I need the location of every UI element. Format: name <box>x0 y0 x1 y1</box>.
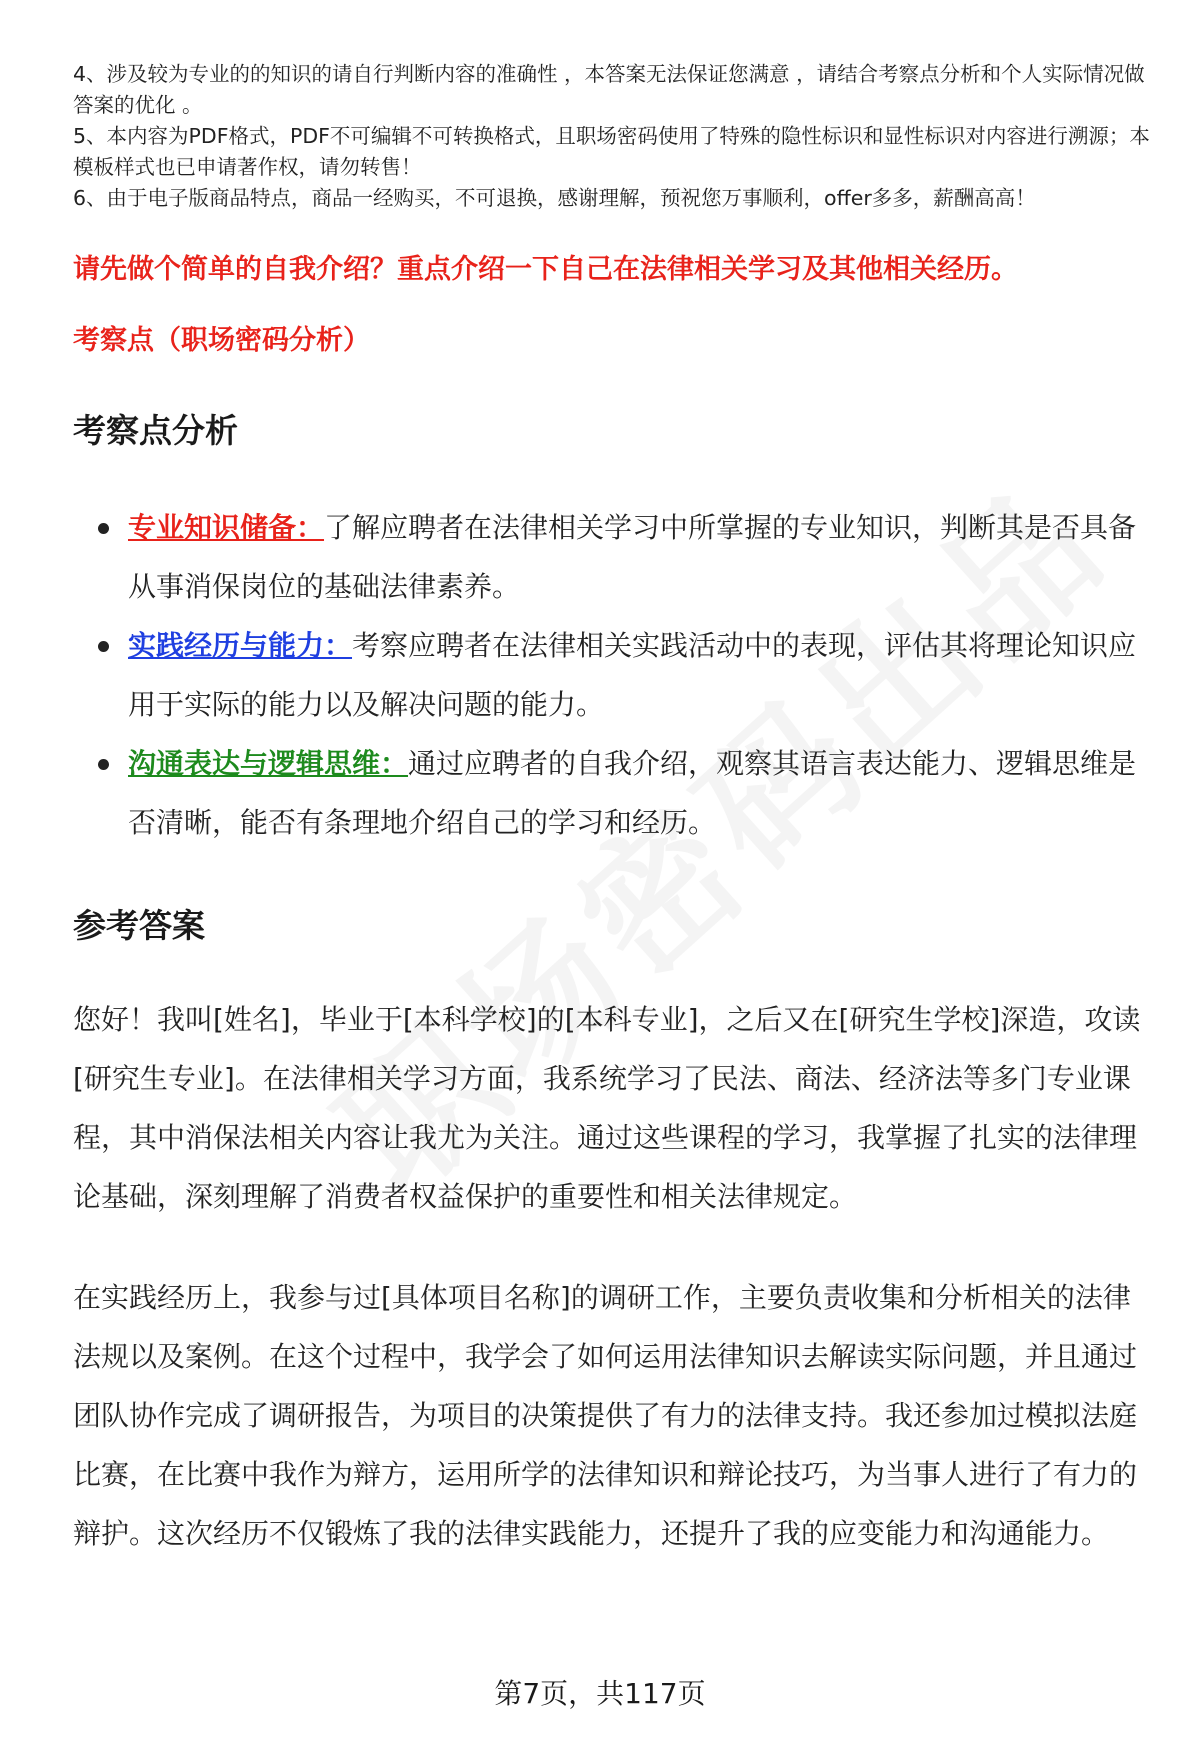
list-item <box>73 734 1153 852</box>
point-title: 考察点（职场密码分析） <box>73 325 370 356</box>
analysis-heading: 考察点分析 <box>73 411 238 450</box>
bullet-text: 考察应聘者在法律相关实践活动中的表现，评估其将理论知识应用于实际的能力以及解决问题的能力。 <box>128 629 1137 721</box>
bullet-keyword: 实践经历与能力： <box>128 629 353 662</box>
bullet-dot-icon <box>98 523 109 534</box>
question-title: 请先做个简单的自我介绍？重点介绍一下自己在法律相关学习及其他相关经历。 <box>73 254 1018 285</box>
list-item <box>73 616 1153 734</box>
bullet-dot-icon <box>98 759 109 770</box>
bullet-dot-icon <box>98 641 109 652</box>
bullet-keyword: 专业知识储备： <box>128 511 325 544</box>
notes-block <box>73 59 1153 214</box>
bullet-text: 了解应聘者在法律相关学习中所掌握的专业知识，判断其是否具备从事消保岗位的基础法律素养。 <box>128 511 1137 603</box>
list-item <box>73 498 1153 616</box>
answer-paragraph: 在实践经历上，我参与过[具体项目名称]的调研工作，主要负责收集和分析相关的法律法规以及案例。在这个过程中，我学会了如何运用法律知识去解读实际问题，并且通过团队协作完成了调研报告，为项目的决策提供了有力的法律支持。我还参加过模拟法庭比赛，在比赛中我作为辩方，运用所学的法律知识和辩论技巧，为当事人进行了有力的辩护。这次经历不仅锻炼了我的法律实践能力，还提升了我的应变能力和沟通能力。 <box>73 1281 1138 1550</box>
page-footer: 第7页，共117页 <box>494 1677 706 1710</box>
note-item: 5、本内容为PDF格式，PDF不可编辑不可转换格式，且职场密码使用了特殊的隐性标识和显性标识对内容进行溯源；本模板样式也已申请著作权，请勿转售！ <box>73 124 1150 179</box>
answer-heading: 参考答案 <box>73 906 205 945</box>
note-item: 4、涉及较为专业的的知识的请自行判断内容的准确性 ，本答案无法保证您满意 ，请结合考察点分析和个人实际情况做答案的优化 。 <box>73 62 1145 117</box>
answer-paragraph: 您好！我叫[姓名]，毕业于[本科学校]的[本科专业]，之后又在[研究生学校]深造，攻读[研究生专业]。在法律相关学习方面，我系统学习了民法、商法、经济法等多门专业课程，其中消保法相关内容让我尤为关注。通过这些课程的学习，我掌握了扎实的法律理论基础，深刻理解了消费者权益保护的重要性和相关法律规定。 <box>73 1003 1141 1213</box>
bullet-text: 通过应聘者的自我介绍，观察其语言表达能力、逻辑思维是否清晰，能否有条理地介绍自己的学习和经历。 <box>128 747 1137 839</box>
bullet-keyword: 沟通表达与逻辑思维： <box>128 747 409 780</box>
note-item: 6、由于电子版商品特点，商品一经购买，不可退换，感谢理解，预祝您万事顺利，offer多多，薪酬高高！ <box>73 186 1036 210</box>
analysis-list <box>73 498 1153 852</box>
